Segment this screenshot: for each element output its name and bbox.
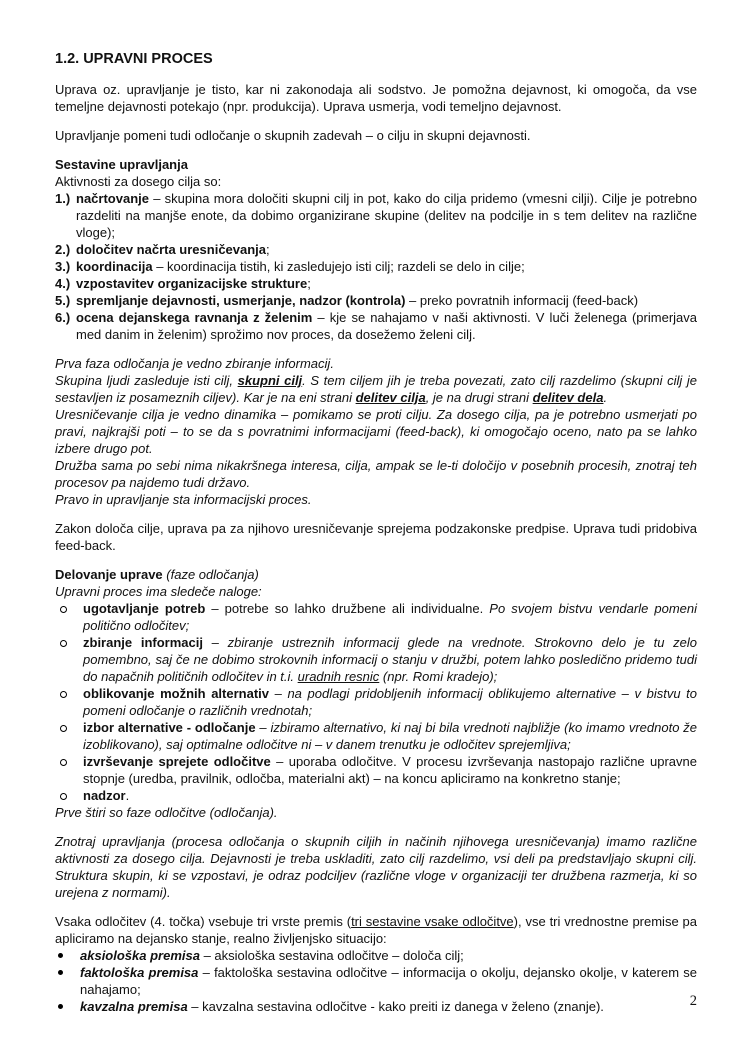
bullet-list-item: [55, 998, 697, 1015]
circle-list-item: [55, 719, 697, 753]
circle-list-item: [55, 600, 697, 634]
text-segment: delitev dela: [532, 390, 604, 405]
subsection-title: [55, 156, 697, 173]
text-segment: 1.2. UPRAVNI PROCES: [55, 51, 213, 67]
text-segment: .: [125, 788, 130, 803]
italic-note: [55, 833, 697, 901]
text-segment: Upravni proces ima sledeče naloge:: [55, 584, 262, 599]
bullet-list-item: [55, 964, 697, 998]
text-segment: – kavzalna sestavina odločitve - kako preiti iz danega v želeno (znanje).: [187, 999, 604, 1014]
item-number: 3.): [55, 259, 71, 274]
section-heading: [55, 50, 697, 69]
paragraph: [55, 520, 697, 554]
text-segment: načrtovanje: [76, 191, 149, 206]
document-content: [55, 50, 697, 1015]
text-segment: Upravljanje pomeni tudi odločanje o skupnih zadevah – o cilju in skupni dejavnosti.: [55, 128, 531, 143]
item-number: 6.): [55, 310, 71, 325]
circle-list-item: [55, 634, 697, 685]
text-segment: delitev cilja: [355, 390, 426, 405]
circle-list-item: [55, 753, 697, 787]
text-segment: Prva faza odločanja je vedno zbiranje informacij.: [55, 356, 334, 371]
numbered-item: [55, 241, 697, 258]
italic-note: [55, 804, 697, 821]
text-segment: vzpostavitev organizacijske strukture: [76, 276, 308, 291]
page-number: 2: [689, 993, 697, 1009]
item-number: 1.): [55, 191, 71, 206]
text-segment: –: [269, 686, 288, 701]
text-segment: (faze odločanja): [166, 567, 259, 582]
disc-bullet-icon: [58, 953, 63, 958]
text-segment: Uprava oz. upravljanje je tisto, kar ni zakonodaja ali sodstvo. Je pomožna dejavnost, ki omogoča, da vse temeljne dejavnosti potekajo (npr. produkcija). Uprava usmerja, vodi temeljno dejavnost.: [55, 82, 697, 114]
numbered-item: [55, 258, 697, 275]
numbered-item: [55, 292, 697, 309]
text-segment: aksiološka premisa: [80, 948, 200, 963]
text-segment: – preko povratnih informacij (feed-back): [405, 293, 639, 308]
paragraph-gap: [55, 821, 697, 833]
subsection-title: [55, 566, 697, 583]
circle-bullet-icon: [60, 691, 67, 698]
paragraph: [55, 127, 697, 144]
text-segment: uradnih resnic: [297, 669, 380, 684]
numbered-item: [55, 275, 697, 292]
text-segment: ), vse tri vrednostne premise pa apliciramo na dejansko stanje, realno življenjsko situacijo:: [55, 914, 697, 946]
paragraph-gap: [55, 144, 697, 156]
disc-bullet-icon: [58, 1004, 63, 1009]
paragraph-gap: [55, 508, 697, 520]
text-segment: izbiramo alternativo, ki naj bi bila vrednoti najbližje (ko imamo vrednoto že izoblikovano), saj optimalne odločitve ni – v danem trenutku je odločitev sprejemljiva;: [83, 720, 697, 752]
circle-bullet-icon: [60, 759, 67, 766]
text-segment: koordinacija: [76, 259, 153, 274]
text-segment: – faktološka sestavina odločitve – informacija o okolju, dejansko okolje, v katerem se nahajamo;: [80, 965, 697, 997]
text-segment: – koordinacija tistih, ki zasledujejo isti cilj; razdeli se delo in cilje;: [152, 259, 525, 274]
item-number: 5.): [55, 293, 71, 308]
disc-bullet-icon: [58, 970, 63, 975]
text-segment: Zakon določa cilje, uprava pa za njihovo uresničevanje sprejema podzakonske predpise. Uprava tudi pridobiva feed-back.: [55, 521, 697, 553]
text-segment: kavzalna premisa: [80, 999, 188, 1014]
numbered-item: [55, 190, 697, 241]
text-segment: – aksiološka sestavina odločitve – določa cilj;: [199, 948, 464, 963]
text-segment: določitev načrta uresničevanja: [76, 242, 267, 257]
text-segment: zbiranje informacij: [83, 635, 203, 650]
text-segment: faktološka premisa: [80, 965, 199, 980]
text-segment: spremljanje dejavnosti, usmerjanje, nadzor (kontrola): [76, 293, 406, 308]
text-segment: Družba sama po sebi nima nikakršnega interesa, cilja, ampak se le-ti določijo v posebnih procesih, znotraj teh procesov pa najdemo tudi državo.: [55, 458, 697, 490]
circle-bullet-icon: [60, 640, 67, 647]
text-segment: –: [255, 720, 271, 735]
text-segment: Znotraj upravljanja (procesa odločanja o skupnih ciljih in načinih njihovega uresničevanja) imamo različne aktivnosti za dosego cilja. Dejavnosti je treba uskladiti, zato cilj razdelimo, vsi deli pa predstavljajo skupni cilj. Struktura skupin, ki se vzpostavi, je odraz podciljev (različne vloge v organizaciji ter družbena razmerja, ki so urejena z normami).: [55, 834, 697, 900]
text-segment: Sestavine upravljanja: [55, 157, 188, 172]
item-number: 4.): [55, 276, 71, 291]
text-segment: Po svojem bistvu vendarle pomeni politično odločitev;: [83, 601, 698, 633]
text-segment: nadzor: [83, 788, 126, 803]
paragraph-gap: [55, 554, 697, 566]
text-segment: Delovanje uprave: [55, 567, 167, 582]
text-segment: skupni cilj: [237, 373, 303, 388]
paragraph-gap: [55, 69, 697, 81]
text-segment: ;: [266, 242, 270, 257]
text-segment: ocena dejanskega ravnanja z želenim: [76, 310, 313, 325]
text-segment: .: [603, 390, 608, 405]
item-number: 2.): [55, 242, 71, 257]
italic-note: [55, 457, 697, 491]
text-segment: izvrševanje sprejete odločitve: [83, 754, 271, 769]
text-segment: ugotavljanje potreb: [83, 601, 206, 616]
paragraph: [55, 173, 697, 190]
text-segment: . S tem ciljem jih je treba povezati, zato cilj razdelimo (skupni cilj je sestavljen iz posameznih ciljev). Kar je na eni strani: [55, 373, 697, 405]
text-segment: –: [202, 635, 228, 650]
circle-bullet-icon: [60, 725, 67, 732]
text-segment: ;: [307, 276, 311, 291]
text-segment: Vsaka odločitev (4. točka) vsebuje tri vrste premis (: [55, 914, 352, 929]
text-segment: tri sestavine vsake odločitve: [351, 914, 514, 929]
text-segment: Pravo in upravljanje sta informacijski proces.: [55, 492, 312, 507]
text-segment: Uresničevanje cilja je vedno dinamika – pomikamo se proti cilju. Za dosego cilja, pa je potrebno usmerjati po pravi, najkrajši poti – to se da s povratnimi informacijami (feed-back), ki omogočajo oceno, nato pa se lahko izbere drugo pot.: [55, 407, 697, 456]
text-segment: – potrebe so lahko družbene ali individualne.: [205, 601, 490, 616]
intro-paragraph: [55, 81, 697, 115]
paragraph-gap: [55, 343, 697, 355]
text-segment: – uporaba odločitve. V procesu izvrševanja nastopajo različne upravne stopnje (uredba, pravilnik, odločba, materialni akt) – na koncu apliciramo na konkretno stanje;: [83, 754, 697, 786]
text-segment: – kje se nahajamo v naši aktivnosti. V luči želenega (primerjava med danim in želenim) sprožimo nov proces, da dosežemo želeni cilj.: [76, 310, 697, 342]
text-segment: Skupina ljudi zasleduje isti cilj,: [55, 373, 238, 388]
circle-list-item: [55, 685, 697, 719]
italic-note: [55, 355, 697, 372]
text-segment: – skupina mora določiti skupni cilj in pot, kako do cilja pridemo (vmesni cilji). Cilje je potrebno razdeliti na manjše enote, da dobimo organizirane skupine (delitev na podcilje in s tem delitev na različne vloge);: [76, 191, 697, 240]
text-segment: zbiranje ustreznih informacij glede na vrednote. Strokovno delo je tu zelo pomembno, saj če ne dobimo strokovnih informacij o stanju v družbi, potem lahko posledično pridemo tudi do napačnih političnih odločitev in t.i.: [83, 635, 697, 684]
italic-note: [55, 372, 697, 406]
paragraph-gap: [55, 901, 697, 913]
text-segment: Aktivnosti za dosego cilja so:: [55, 174, 222, 189]
text-segment: izbor alternative - odločanje: [83, 720, 256, 735]
bullet-list-item: [55, 947, 697, 964]
italic-note: [55, 406, 697, 457]
italic-note: [55, 583, 697, 600]
paragraph-gap: [55, 115, 697, 127]
italic-note: [55, 491, 697, 508]
text-segment: , je na drugi strani: [425, 390, 533, 405]
text-segment: oblikovanje možnih alternativ: [83, 686, 270, 701]
text-segment: (npr. Romi kradejo);: [379, 669, 498, 684]
numbered-item: [55, 309, 697, 343]
paragraph: [55, 913, 697, 947]
text-segment: Prve štiri so faze odločitve (odločanja).: [55, 805, 278, 820]
circle-bullet-icon: [60, 606, 67, 613]
circle-list-item: [55, 787, 697, 804]
circle-bullet-icon: [60, 793, 67, 800]
text-segment: na podlagi pridobljenih informacij oblikujemo alternative – v bistvu to pomeni odločanje o različnih vrednotah;: [83, 686, 697, 718]
